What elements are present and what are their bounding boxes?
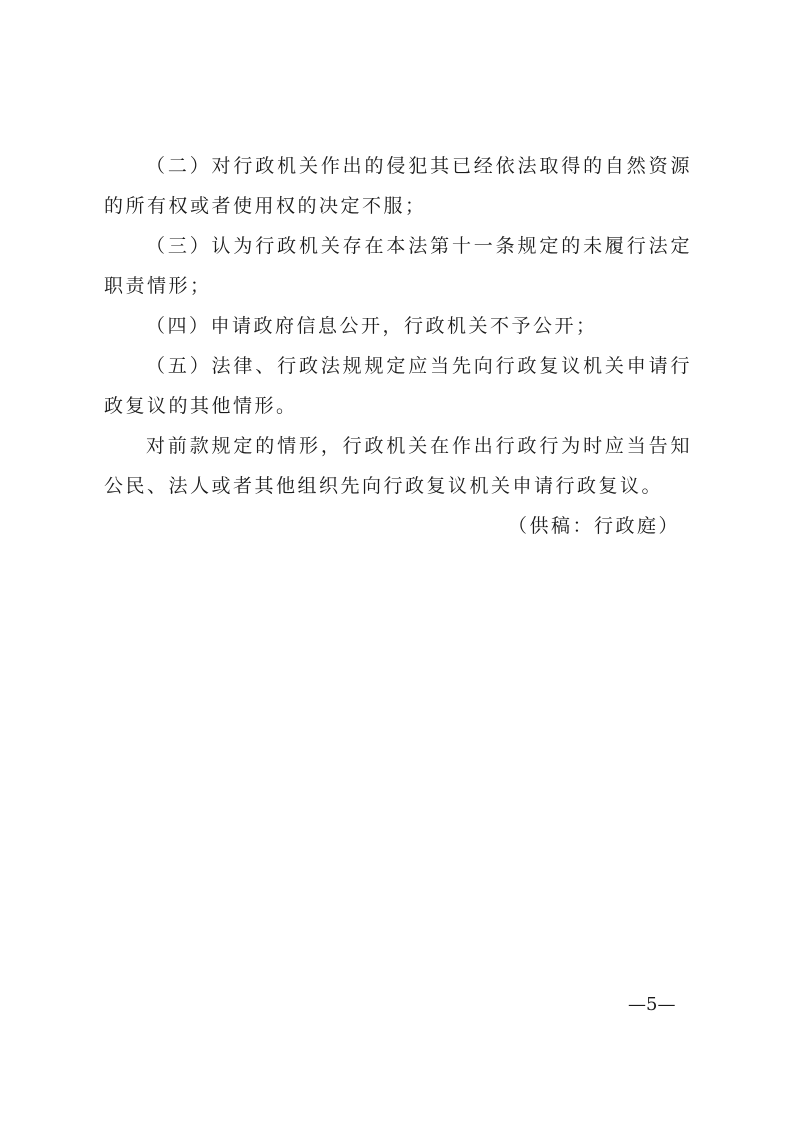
paragraph-item-3: （三）认为行政机关存在本法第十一条规定的未履行法定职责情形； xyxy=(104,235,692,297)
page-number: —5— xyxy=(628,994,676,1015)
contributor-signature: （供稿：行政庭） xyxy=(507,515,680,537)
paragraph-notice: 对前款规定的情形，行政机关在作出行政行为时应当告知公民、法人或者其他组织先向行政复议机关申请行政复议。 xyxy=(104,435,692,497)
paragraph-item-5: （五）法律、行政法规规定应当先向行政复议机关申请行政复议的其他情形。 xyxy=(104,355,692,417)
paragraph-item-2: （二）对行政机关作出的侵犯其已经依法取得的自然资源的所有权或者使用权的决定不服； xyxy=(104,155,692,217)
document-body xyxy=(104,146,692,506)
paragraph-item-4: （四）申请政府信息公开，行政机关不予公开； xyxy=(146,315,598,337)
